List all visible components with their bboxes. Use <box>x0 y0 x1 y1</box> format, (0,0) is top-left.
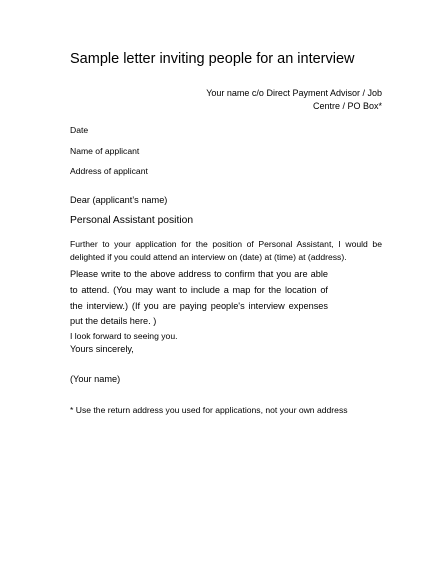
paragraph-confirm-attendance: Please write to the above address to confirm that you are able to attend. (You may want to include a map for the location of the interview.) (If you are paying people's interview expenses put the details here. ) <box>70 269 328 327</box>
subject-line: Personal Assistant position <box>70 215 194 226</box>
signature-name: (Your name) <box>70 374 121 384</box>
footnote: * Use the return address you used for applications, not your own address <box>70 405 348 415</box>
sender-address-line-2: Centre / PO Box* <box>312 100 382 111</box>
date-field: Date <box>70 125 89 135</box>
applicant-address-field: Address of applicant <box>70 166 148 176</box>
letter-title: Sample letter inviting people for an interview <box>70 51 355 67</box>
salutation: Dear (applicant’s name) <box>70 195 168 205</box>
look-forward-line: I look forward to seeing you. <box>70 331 178 341</box>
paragraph-interview-invitation: Further to your application for the position of Personal Assistant, I would be delighted if you could attend an interview on (date) at (time) at (address). <box>70 239 382 262</box>
sender-address-line-1: Your name c/o Direct Payment Advisor / Job <box>206 88 382 98</box>
applicant-name-field: Name of applicant <box>70 146 140 156</box>
closing-line: Yours sincerely, <box>70 344 134 354</box>
sender-address <box>162 87 382 112</box>
